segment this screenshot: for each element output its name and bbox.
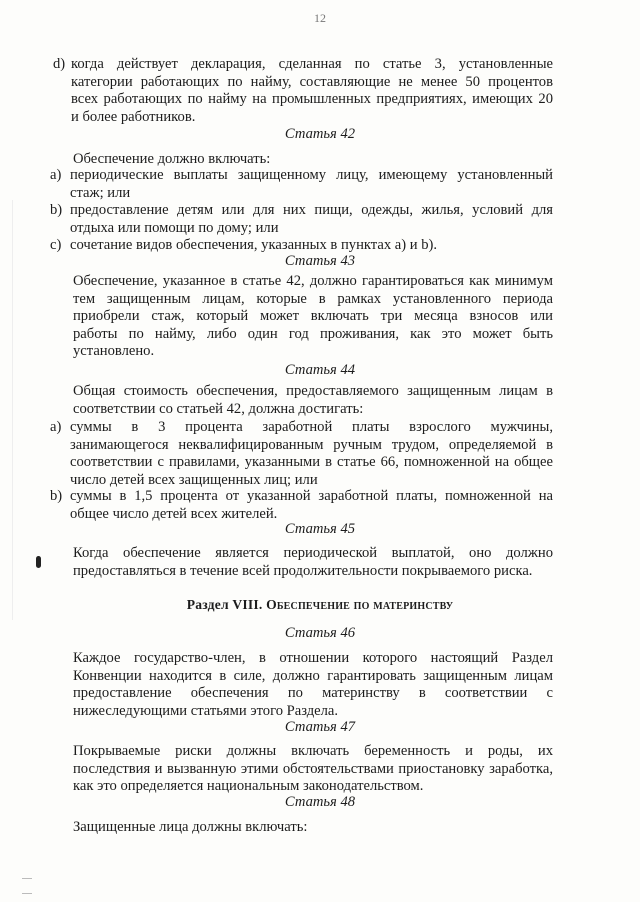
paragraph-line: Конвенции находится в силе, должно гарантировать защищенным лицам (73, 667, 553, 684)
paragraph-line: Общая стоимость обеспечения, предоставляемого защищенным лицам в (73, 383, 553, 399)
item-marker-d: d) (53, 56, 66, 72)
item-marker-c: c) (50, 237, 62, 253)
article-48-heading: Статья 48 (284, 794, 356, 810)
paragraph-line: нижеследующими статьями этого Раздела. (73, 702, 339, 719)
item-line: занимающегося неквалифицированным ручным трудом, определяемой в (70, 436, 553, 453)
paragraph-line: предоставляться в течение всей продолжительности покрываемого риска. (73, 562, 533, 579)
scan-mark (22, 878, 32, 879)
page-number: 12 (314, 11, 326, 25)
article-44-heading: Статья 44 (284, 362, 356, 378)
item-d-line: всех работающих по найму на промышленных предприятиях, имеющих 20 (71, 91, 553, 108)
article-48-intro: Защищенные лица должны включать: (73, 819, 308, 835)
item-line: предоставление детям или для них пищи, одежды, жилья, условий для (70, 202, 553, 218)
article-44-item-a (70, 419, 553, 489)
article-45-text (73, 545, 553, 580)
item-d-text (71, 56, 553, 126)
paragraph-line: как это определяется национальным законодательством. (73, 778, 424, 795)
article-42-heading: Статья 42 (284, 126, 356, 142)
item-line: число детей всех защищенных лиц; или (70, 471, 318, 488)
article-45-heading: Статья 45 (284, 521, 356, 537)
article-42-item-a (70, 167, 553, 202)
item-line: периодические выплаты защищенному лицу, имеющему установленный (70, 167, 553, 183)
paragraph-line: предоставление обеспечения по материнству в соответствии с (73, 685, 553, 702)
item-marker-a: a) (50, 419, 62, 435)
article-47-text (73, 743, 553, 796)
item-line: общее число детей всех жителей. (70, 505, 278, 522)
article-47-heading: Статья 47 (284, 719, 356, 735)
section-heading (0, 596, 640, 614)
article-44-item-b (70, 488, 553, 523)
section-title: Обеспечение по материнству (266, 597, 454, 612)
item-line: суммы в 1,5 процента от указанной заработной платы, помноженной на (70, 488, 553, 504)
paragraph-line: приобрели стаж, который может включать три месяца взносов или (73, 308, 553, 325)
article-42-intro: Обеспечение должно включать: (73, 151, 271, 167)
paragraph-line: Каждое государство-член, в отношении которого настоящий Раздел (73, 650, 553, 666)
item-d-line: и более работников. (71, 108, 196, 125)
scan-speck (36, 556, 41, 568)
paragraph-line: Обеспечение, указанное в статье 42, должно гарантироваться как минимум (73, 273, 553, 289)
item-d-line: когда действует декларация, сделанная по статье 3, установленные (71, 56, 553, 72)
paragraph-line: соответствии со статьей 42, должна достигать: (73, 400, 364, 417)
item-marker-b: b) (50, 488, 63, 504)
paragraph-line: последствия и вызванную этими обстоятельствами приостановку заработка, (73, 760, 553, 777)
paragraph-line: установлено. (73, 343, 155, 360)
article-42-item-b (70, 202, 553, 237)
article-44-intro (73, 383, 553, 418)
paragraph-line: тем защищенным лицам, которые в рамках установленного периода (73, 290, 553, 307)
item-marker-a: a) (50, 167, 62, 183)
item-marker-b: b) (50, 202, 63, 218)
paragraph-line: Покрываемые риски должны включать беременность и роды, их (73, 743, 553, 759)
item-line: отдыха или помощи по дому; или (70, 219, 279, 236)
scan-edge (12, 200, 13, 620)
item-line: соответствии с правилами, указанными в статье 66, помноженной на общее (70, 454, 553, 471)
article-43-heading: Статья 43 (284, 253, 356, 269)
article-46-text (73, 650, 553, 720)
paragraph-line: Когда обеспечение является периодической выплатой, оно должно (73, 545, 553, 561)
article-43-text (73, 273, 553, 361)
item-line: сочетание видов обеспечения, указанных в пунктах a) и b). (70, 237, 438, 253)
item-d-line: категории работающих по найму, составляющие не менее 50 процентов (71, 73, 553, 90)
item-line: стаж; или (70, 184, 131, 201)
scan-mark (22, 893, 32, 894)
item-line: суммы в 3 процента заработной платы взрослого мужчины, (70, 419, 553, 435)
paragraph-line: работы по найму, либо один год проживания, как это может быть (73, 325, 553, 342)
article-42-item-c (70, 237, 553, 255)
article-46-heading: Статья 46 (284, 625, 356, 641)
section-prefix: Раздел VIII. (186, 597, 263, 612)
